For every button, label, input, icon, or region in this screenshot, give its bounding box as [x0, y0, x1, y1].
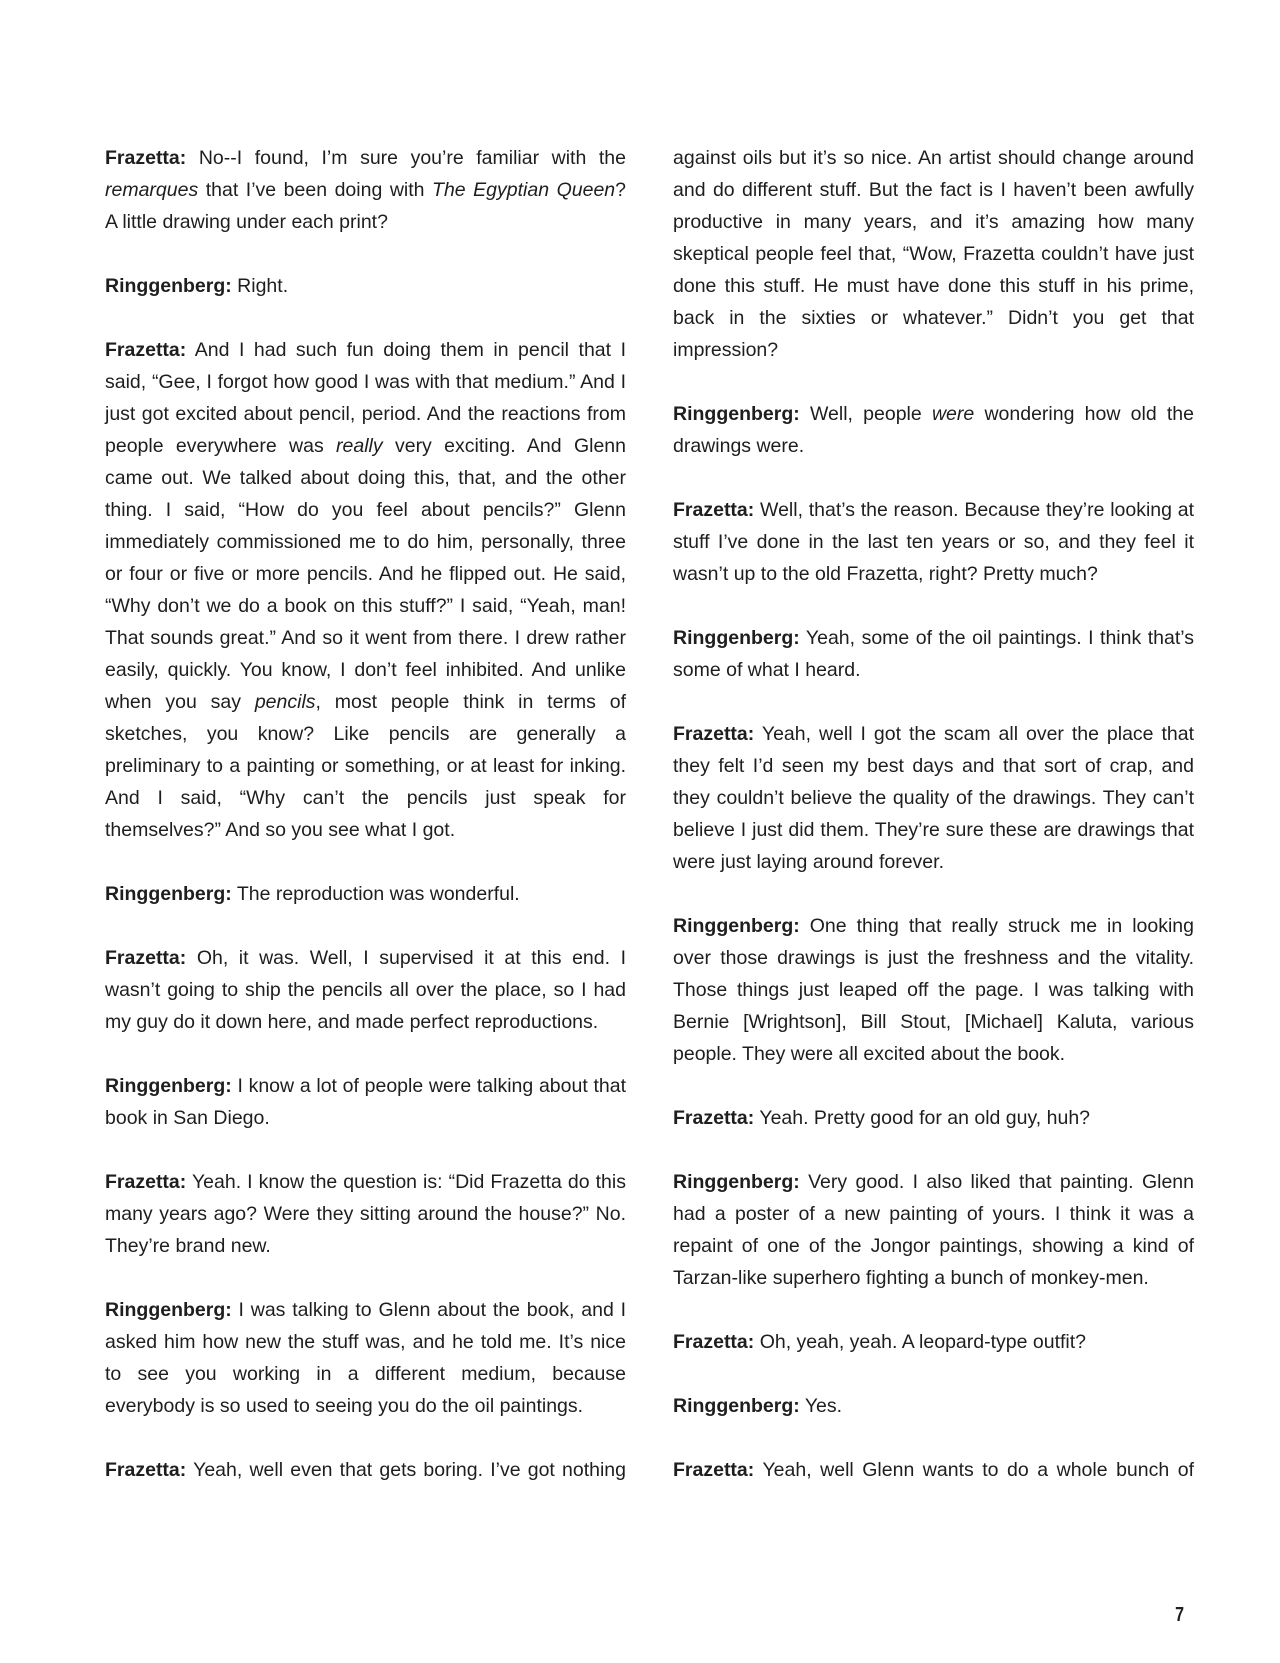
italic-text: really: [336, 435, 383, 457]
paragraph-text: Well, people: [799, 403, 932, 425]
speaker-name: Ringgenberg:: [673, 403, 800, 425]
paragraph-text: Yeah. Pretty good for an old guy, huh?: [754, 1107, 1091, 1129]
interview-paragraph: [105, 1454, 626, 1486]
interview-paragraph: [105, 942, 626, 1038]
paragraph-text: Right.: [231, 275, 289, 297]
paragraph-text: very exciting. And Glenn came out. We talked about doing this, that, and the other thing. I said, “How do you feel about pencils?” Glenn immediately commissioned me to do him, personally, three or four or five or more pencils. And he flipped out. He said, “Why don’t we do a book on this stuff?” I said, “Yeah, man! That sounds great.” And so it went from there. I drew rather easily, quickly. You know, I don’t feel inhibited. And unlike when you say: [105, 435, 626, 713]
interview-paragraph: [673, 1166, 1194, 1294]
paragraph-text: Very good. I also liked that painting. Glenn had a poster of a new painting of yours. I think it was a repaint of one of the Jongor paintings, showing a kind of Tarzan-like superhero fighting a bunch of monkey-men.: [673, 1171, 1194, 1289]
speaker-name: Ringgenberg:: [105, 883, 232, 905]
paragraph-text: I was talking to Glenn about the book, and I asked him how new the stuff was, and he told me. It’s nice to see you working in a different medium, because everybody is so used to seeing you do the oil paintings.: [105, 1299, 626, 1417]
interview-paragraph: [105, 1294, 626, 1422]
interview-paragraph: [105, 1070, 626, 1134]
speaker-name: Ringgenberg:: [673, 915, 800, 937]
paragraph-text: Yeah, well I got the scam all over the place that they felt I’d seen my best days and that sort of crap, and they couldn’t believe the quality of the drawings. They can’t believe I just did them. They’re sure these are drawings that were just laying around forever.: [673, 723, 1194, 873]
interview-paragraph: [105, 878, 626, 910]
speaker-name: Ringgenberg:: [105, 1075, 232, 1097]
paragraph-text: Oh, it was. Well, I supervised it at this end. I wasn’t going to ship the pencils all over the place, so I had my guy do it down here, and made perfect reproductions.: [105, 947, 626, 1033]
interview-paragraph: [673, 718, 1194, 878]
italic-text: were: [931, 403, 975, 425]
speaker-name: Ringgenberg:: [673, 1395, 800, 1417]
paragraph-text: Yeah. I know the question is: “Did Frazetta do this many years ago? Were they sitting around the house?” No. They’re brand new.: [105, 1171, 626, 1257]
interview-paragraph: [673, 910, 1194, 1070]
paragraph-text: Yeah, well even that gets boring. I’ve got nothing: [186, 1459, 626, 1481]
paragraph-text: against oils but it’s so nice. An artist should change around and do different stuff. But the fact is I haven’t been awfully productive in many years, and it’s amazing how many skeptical people feel that, “Wow, Frazetta couldn’t have just done this stuff. He must have done this stuff in his prime, back in the sixties or whatever.” Didn’t you get that impression?: [673, 147, 1194, 361]
interview-paragraph: [105, 334, 626, 846]
paragraph-text: I know a lot of people were talking about that book in San Diego.: [105, 1075, 626, 1129]
paragraph-text: One thing that really struck me in looking over those drawings is just the freshness and the vitality. Those things just leaped off the page. I was talking with Bernie [Wrightson], Bill Stout, [Michael] Kaluta, various people. They were all excited about the book.: [673, 915, 1194, 1065]
speaker-name: Frazetta:: [105, 1171, 187, 1193]
interview-paragraph: [105, 270, 626, 302]
paragraph-text: And I had such fun doing them in pencil that I said, “Gee, I forgot how good I was with that medium.” And I just got excited about pencil, period. And the reactions from people everywhere was: [105, 339, 626, 457]
interview-paragraph: [673, 398, 1194, 462]
paragraph-text: The reproduction was wonderful.: [231, 883, 520, 905]
speaker-name: Frazetta:: [673, 1459, 755, 1481]
speaker-name: Ringgenberg:: [673, 1171, 800, 1193]
interview-paragraph: [105, 1166, 626, 1262]
interview-paragraph: [673, 1326, 1194, 1358]
interview-paragraph: [673, 494, 1194, 590]
paragraph-text: Yes.: [799, 1395, 843, 1417]
paragraph-text: No--I found, I’m sure you’re familiar with the: [186, 147, 626, 169]
interview-paragraph: [673, 622, 1194, 686]
paragraph-text: Yeah, some of the oil paintings. I think that’s some of what I heard.: [673, 627, 1194, 681]
speaker-name: Ringgenberg:: [105, 275, 232, 297]
speaker-name: Frazetta:: [673, 1331, 755, 1353]
speaker-name: Frazetta:: [673, 499, 755, 521]
paragraph-text: Oh, yeah, yeah. A leopard-type outfit?: [754, 1331, 1087, 1353]
speaker-name: Ringgenberg:: [673, 627, 800, 649]
paragraph-text: Well, that’s the reason. Because they’re looking at stuff I’ve done in the last ten years or so, and they feel it wasn’t up to the old Frazetta, right? Pretty much?: [673, 499, 1194, 585]
italic-text: remarques: [105, 179, 199, 201]
paragraph-text: , most people think in terms of sketches, you know? Like pencils are generally a preliminary to a painting or something, or at least for inking. And I said, “Why can’t the pencils just speak for themselves?” And so you see what I got.: [105, 691, 626, 841]
interview-paragraph: [673, 1102, 1194, 1134]
interview-paragraph: [105, 142, 626, 238]
interview-paragraph: [673, 1390, 1194, 1422]
paragraph-text: wondering how old the drawings were.: [673, 403, 1194, 457]
speaker-name: Frazetta:: [673, 1107, 755, 1129]
italic-text: pencils: [254, 691, 316, 713]
interview-paragraph: [673, 142, 1194, 366]
paragraph-text: that I’ve been doing with: [198, 179, 433, 201]
speaker-name: Frazetta:: [673, 723, 755, 745]
left-column: [105, 142, 626, 1518]
speaker-name: Frazetta:: [105, 1459, 187, 1481]
right-column: [673, 142, 1194, 1518]
speaker-name: Ringgenberg:: [105, 1299, 232, 1321]
italic-text: The Egyptian Queen: [432, 179, 616, 201]
page-number: 7: [1175, 1604, 1185, 1626]
interview-paragraph: [673, 1454, 1194, 1486]
speaker-name: Frazetta:: [105, 339, 187, 361]
speaker-name: Frazetta:: [105, 147, 187, 169]
paragraph-text: ? A little drawing under each print?: [105, 179, 626, 233]
paragraph-text: Yeah, well Glenn wants to do a whole bunch of: [754, 1459, 1194, 1481]
speaker-name: Frazetta:: [105, 947, 187, 969]
